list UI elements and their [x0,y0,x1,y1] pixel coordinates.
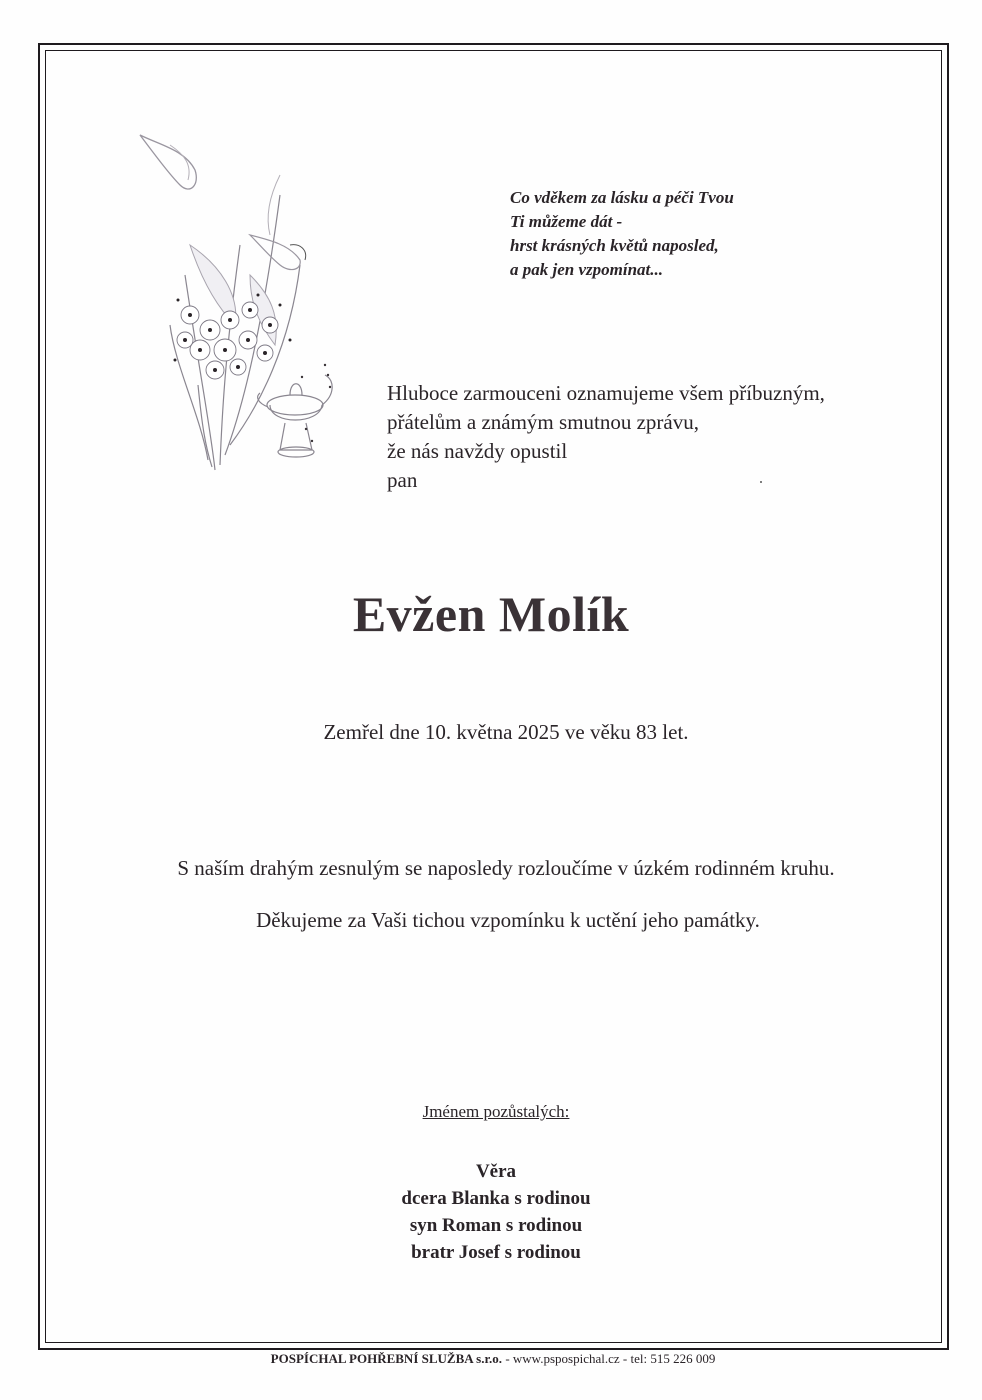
poem-line: hrst krásných květů naposled, [510,236,719,255]
family-member: syn Roman s rodinou [409,1215,583,1236]
family-member: dcera Blanka s rodinou [401,1188,591,1209]
announcement-line: že nás navždy opustil [387,439,568,463]
footer-contact: - www.pspospichal.cz - tel: 515 226 009 [502,1351,716,1366]
announcement-line: přátelům a známým smutnou zprávu, [387,410,699,434]
footer-company: POSPÍCHAL POHŘEBNÍ SLUŽBA s.r.o. [270,1351,503,1366]
deceased-name: Evžen Molík [352,586,630,642]
poem-line: Ti můžeme dát - [510,212,623,231]
announcement-text [387,379,825,495]
death-notice: Zemřel dne 10. května 2025 ve věku 83 let. [323,720,689,744]
farewell-notice: S naším drahým zesnulým se naposledy rozloučíme v úzkém rodinném kruhu. [177,856,835,880]
thanks-notice: Děkujeme za Vaši tichou vzpomínku k uctění jeho památky. [256,908,760,932]
flower-bouquet-icon [130,125,345,475]
paper-speck [760,481,762,483]
on-behalf-label: Jménem pozůstalých: [422,1102,570,1121]
announcement-line: pan [387,468,418,492]
family-member: bratr Josef s rodinou [411,1242,581,1263]
memorial-poem [510,186,734,282]
announcement-line: Hluboce zarmouceni oznamujeme všem příbuzným, [387,381,825,405]
poem-line: a pak jen vzpomínat... [510,260,664,279]
poem-line: Co vděkem za lásku a péči Tvou [510,188,734,207]
family-list [0,1158,982,1266]
funeral-service-footer [0,1351,982,1367]
family-member: Věra [475,1161,517,1182]
